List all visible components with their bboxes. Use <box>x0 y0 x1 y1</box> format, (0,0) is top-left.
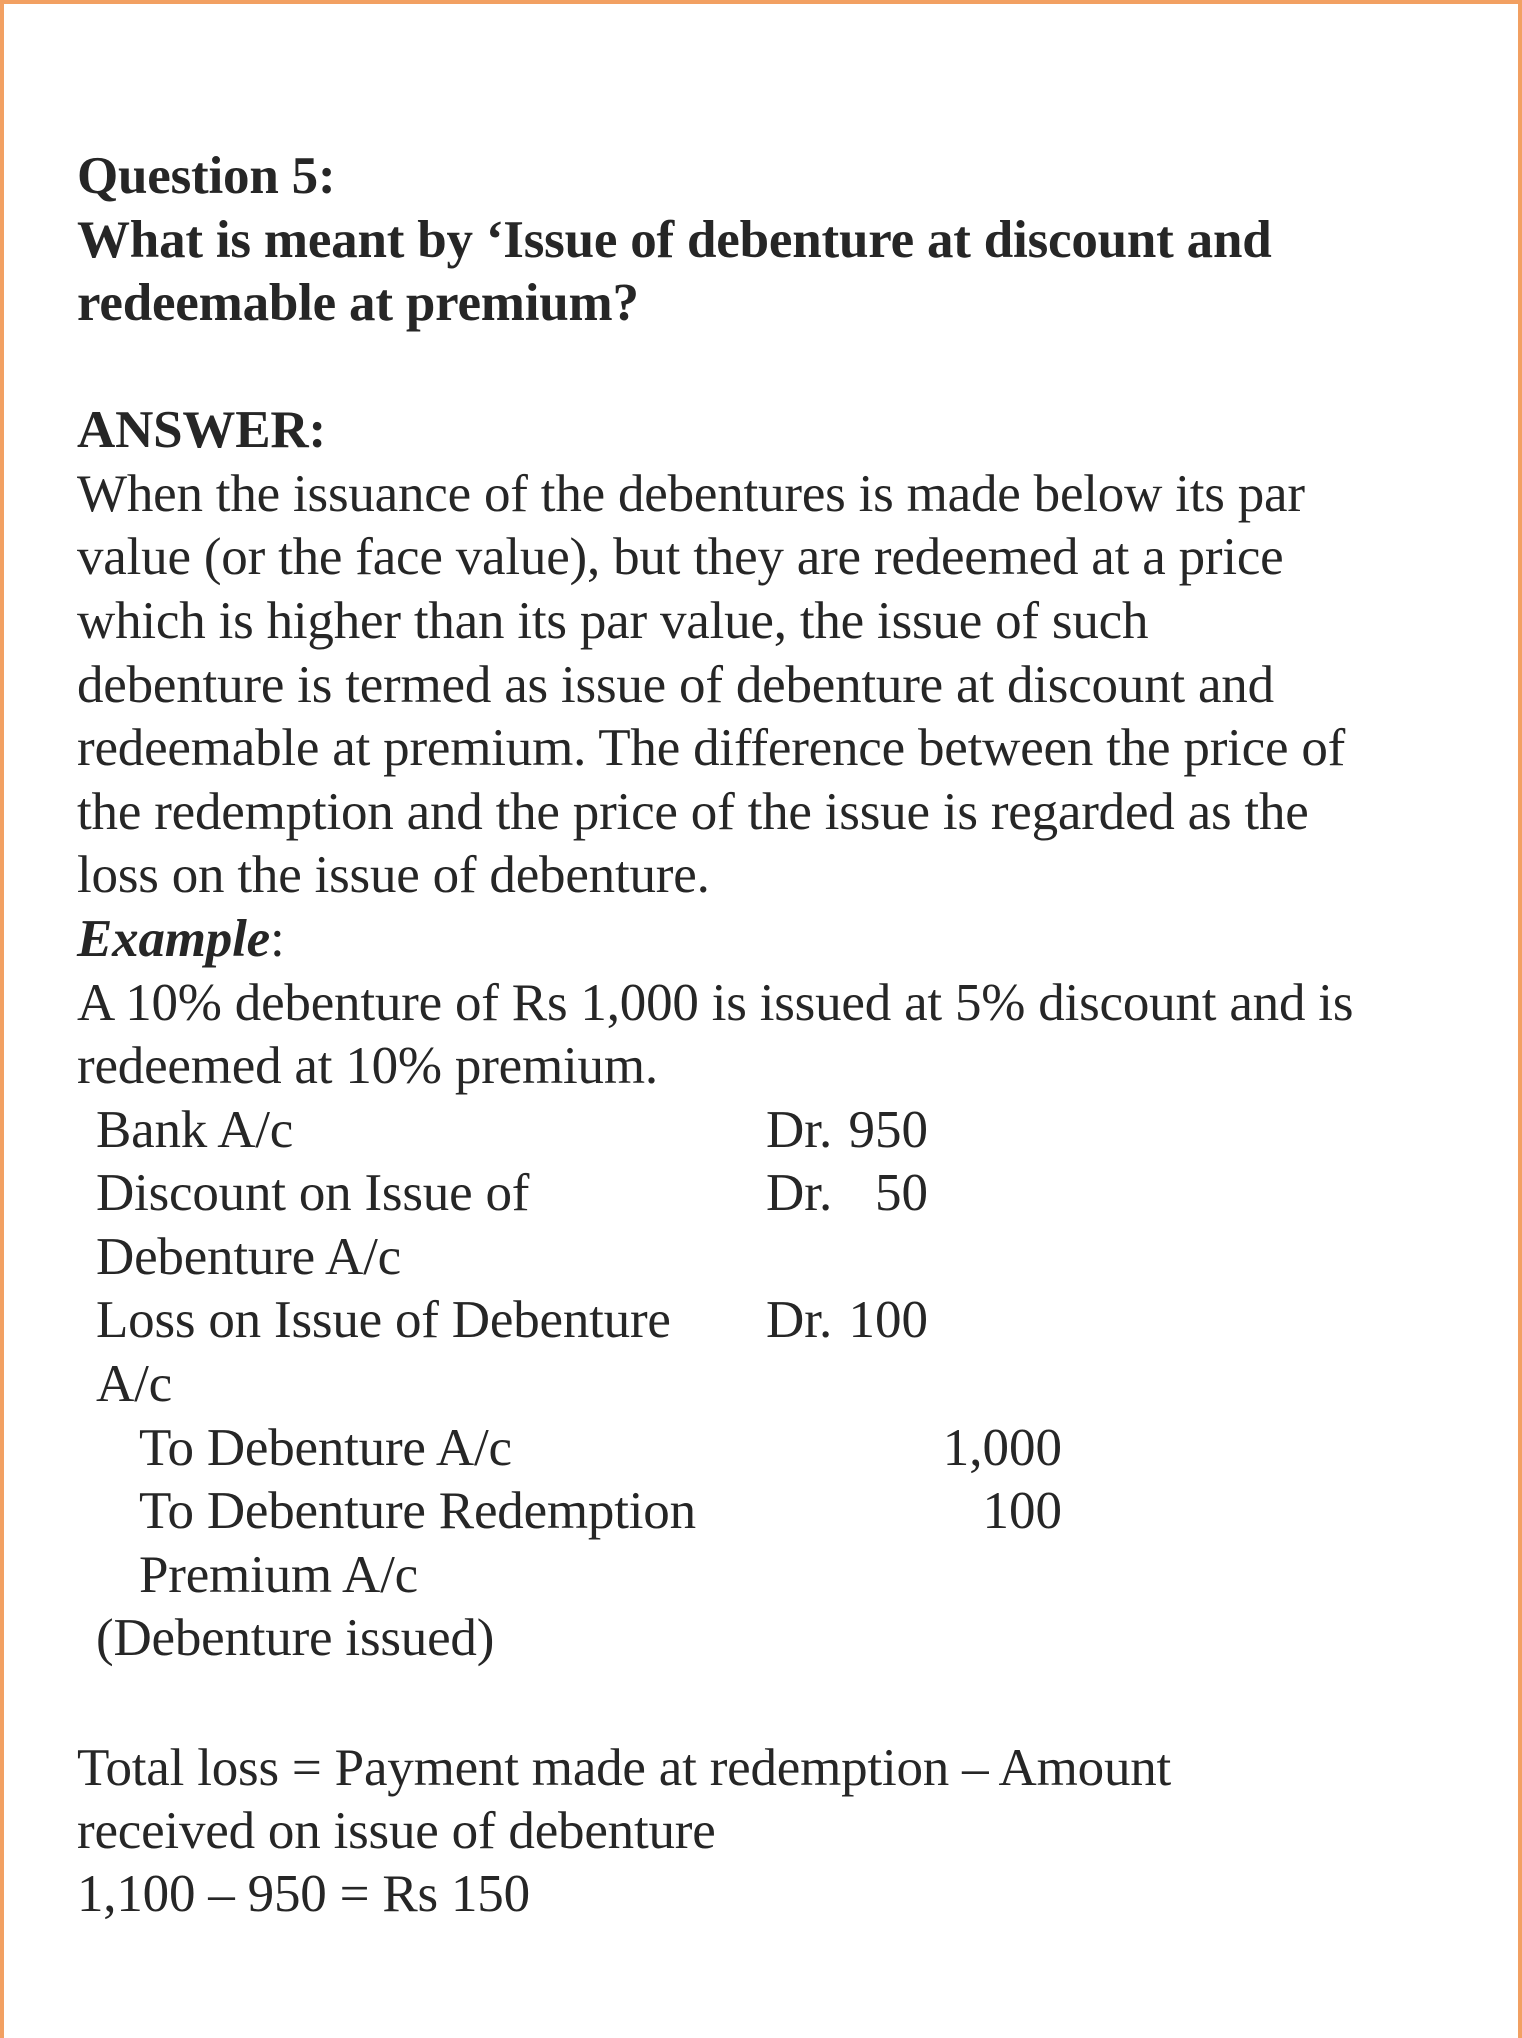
credit-amount-debenture: 1,000 <box>942 1419 1062 1477</box>
debit-account-loss-cont: A/c <box>96 1355 172 1413</box>
credit-amount-redemption-premium: 100 <box>982 1482 1062 1540</box>
credit-account-redemption-premium-cont: Premium A/c <box>139 1546 418 1604</box>
amount: 100 <box>848 1291 928 1349</box>
example-colon: : <box>269 910 285 968</box>
dr-label: Dr. <box>766 1291 833 1349</box>
debit-account-discount: Discount on Issue of <box>96 1164 530 1222</box>
journal-narration: (Debenture issued) <box>96 1609 495 1667</box>
total-loss-line: Total loss = Payment made at redemption – Amount <box>77 1739 1172 1797</box>
example-text-line: redeemed at 10% premium. <box>77 1037 658 1095</box>
debit-account-discount-cont: Debenture A/c <box>96 1228 401 1286</box>
debit-amount-bank <box>766 1101 928 1159</box>
debit-amount-discount <box>766 1164 928 1222</box>
example-label: Example <box>77 910 270 968</box>
answer-text-line: redeemable at premium. The difference between the price of <box>77 719 1346 777</box>
amount: 50 <box>875 1164 928 1222</box>
dr-label: Dr. <box>766 1164 833 1222</box>
example-heading <box>77 910 285 968</box>
question-text-line: redeemable at premium? <box>77 274 639 332</box>
dr-label: Dr. <box>766 1101 833 1159</box>
answer-text-line: debenture is termed as issue of debenture at discount and <box>77 656 1274 714</box>
answer-heading: ANSWER: <box>77 401 326 459</box>
credit-account-debenture: To Debenture A/c <box>139 1419 512 1477</box>
debit-account-loss: Loss on Issue of Debenture <box>96 1291 671 1349</box>
debit-amount-loss <box>766 1291 928 1349</box>
answer-text-line: value (or the face value), but they are redeemed at a price <box>77 528 1284 586</box>
amount: 950 <box>848 1101 928 1159</box>
total-loss-calculation: 1,100 – 950 = Rs 150 <box>77 1865 530 1923</box>
debit-account-bank: Bank A/c <box>96 1101 294 1159</box>
credit-account-redemption-premium: To Debenture Redemption <box>139 1482 696 1540</box>
answer-text-line: the redemption and the price of the issue is regarded as the <box>77 783 1309 841</box>
question-heading: Question 5: <box>77 147 336 205</box>
example-text-line: A 10% debenture of Rs 1,000 is issued at 5% discount and is <box>77 974 1354 1032</box>
answer-text-line: When the issuance of the debentures is made below its par <box>77 465 1305 523</box>
answer-text-line: loss on the issue of debenture. <box>77 846 710 904</box>
question-text-line: What is meant by ‘Issue of debenture at discount and <box>77 211 1272 269</box>
total-loss-line: received on issue of debenture <box>77 1802 716 1860</box>
answer-text-line: which is higher than its par value, the issue of such <box>77 592 1149 650</box>
